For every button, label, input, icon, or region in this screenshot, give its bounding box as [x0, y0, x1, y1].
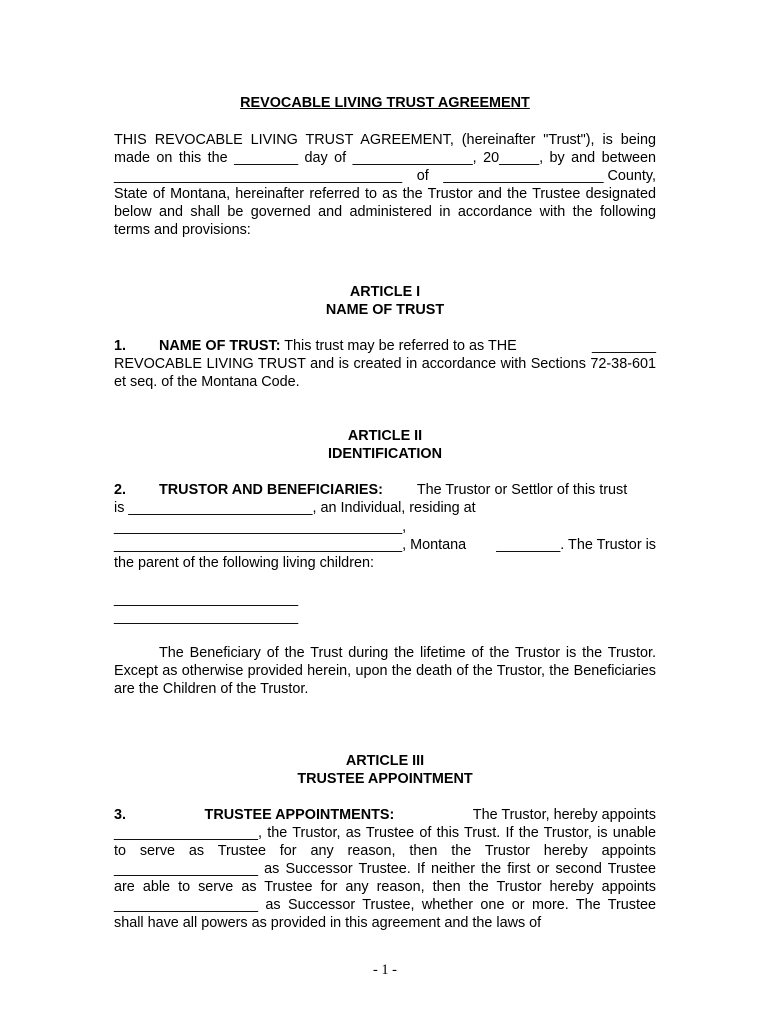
section-2-line-5: the parent of the following living children: — [114, 555, 374, 571]
section-1-text-a: This trust may be referred to as THE — [284, 338, 517, 354]
document-body — [114, 94, 656, 932]
article-3-heading: ARTICLE III — [345, 753, 425, 769]
intro-paragraph — [114, 131, 656, 239]
child-1-blank: _______________________ — [114, 591, 299, 607]
section-2-line-2: is _______________________, an Individual, residing at — [114, 500, 476, 516]
page-number: - 1 - — [373, 962, 397, 978]
section-3-number: 3. — [114, 807, 127, 823]
section-2-label: TRUSTOR AND BENEFICIARIES: — [159, 482, 383, 498]
document-title: REVOCABLE LIVING TRUST AGREEMENT — [240, 95, 530, 111]
section-2-line-1 — [114, 481, 656, 499]
beneficiary-paragraph: The Beneficiary of the Trust during the lifetime of the Trustor is the Trustor. Except as otherwise provided herein, upon the death of the Trustor, the Beneficiaries are the Children of the Trustor. — [114, 645, 656, 697]
section-3 — [114, 806, 656, 932]
intro-line-3 — [114, 167, 656, 185]
of-word: of — [416, 168, 429, 184]
section-1-number: 1. — [114, 338, 127, 354]
article-2-heading: ARTICLE II — [347, 428, 423, 444]
zip-blank: ________. The Trustor is — [496, 537, 656, 553]
address-blank: ____________________________________, Montana — [114, 537, 467, 553]
article-1-subheading: NAME OF TRUST — [325, 302, 445, 318]
trustor-name-blank: ____________________________________ — [114, 168, 403, 184]
section-1-line-1 — [114, 337, 656, 355]
section-1 — [114, 337, 656, 391]
section-2 — [114, 481, 656, 698]
section-1-label: NAME OF TRUST: — [159, 338, 281, 354]
section-2-number: 2. — [114, 482, 127, 498]
intro-remaining: State of Montana, hereinafter referred to as the Trustor and the Trustee designated below and shall be governed and administered in accordance with the following terms and provisions: — [114, 186, 656, 238]
section-1-text-b: REVOCABLE LIVING TRUST and is created in accordance with Sections 72-38-601 et seq. of the Montana Code. — [114, 356, 656, 390]
child-2-blank: _______________________ — [114, 609, 299, 625]
section-3-text-a: The Trustor, hereby appoints — [472, 807, 656, 823]
trust-name-blank: ________ — [591, 338, 656, 354]
article-2-subheading: IDENTIFICATION — [327, 446, 443, 462]
intro-line-1: THIS REVOCABLE LIVING TRUST AGREEMENT, (hereinafter "Trust"), is being — [114, 132, 656, 148]
intro-line-2: made on this the ________ day of _______________, 20_____, by and between — [114, 150, 656, 166]
article-1-heading: ARTICLE I — [349, 284, 421, 300]
section-2-line-3: ____________________________________, — [114, 519, 407, 535]
county-blank: ____________________ County, — [443, 168, 656, 184]
section-3-text-b: __________________, the Trustor, as Trustee of this Trust. If the Trustor, is unable to serve as Trustee for any reason, then the Trustor hereby appoints __________________ as Successor Trustee. If neither the first or second Trustee are able to serve as Trustee for any reason, then the Trustor hereby appoints __________________ as Successor Trustee, whether one or more. The Trustee shall have all powers as provided in this agreement and the laws of — [114, 825, 656, 931]
section-2-line-4 — [114, 536, 656, 554]
article-3-subheading: TRUSTEE APPOINTMENT — [297, 771, 473, 787]
section-2-text-a: The Trustor or Settlor of this trust — [416, 482, 628, 498]
section-3-line-1 — [114, 806, 656, 824]
section-3-label: TRUSTEE APPOINTMENTS: — [204, 807, 395, 823]
